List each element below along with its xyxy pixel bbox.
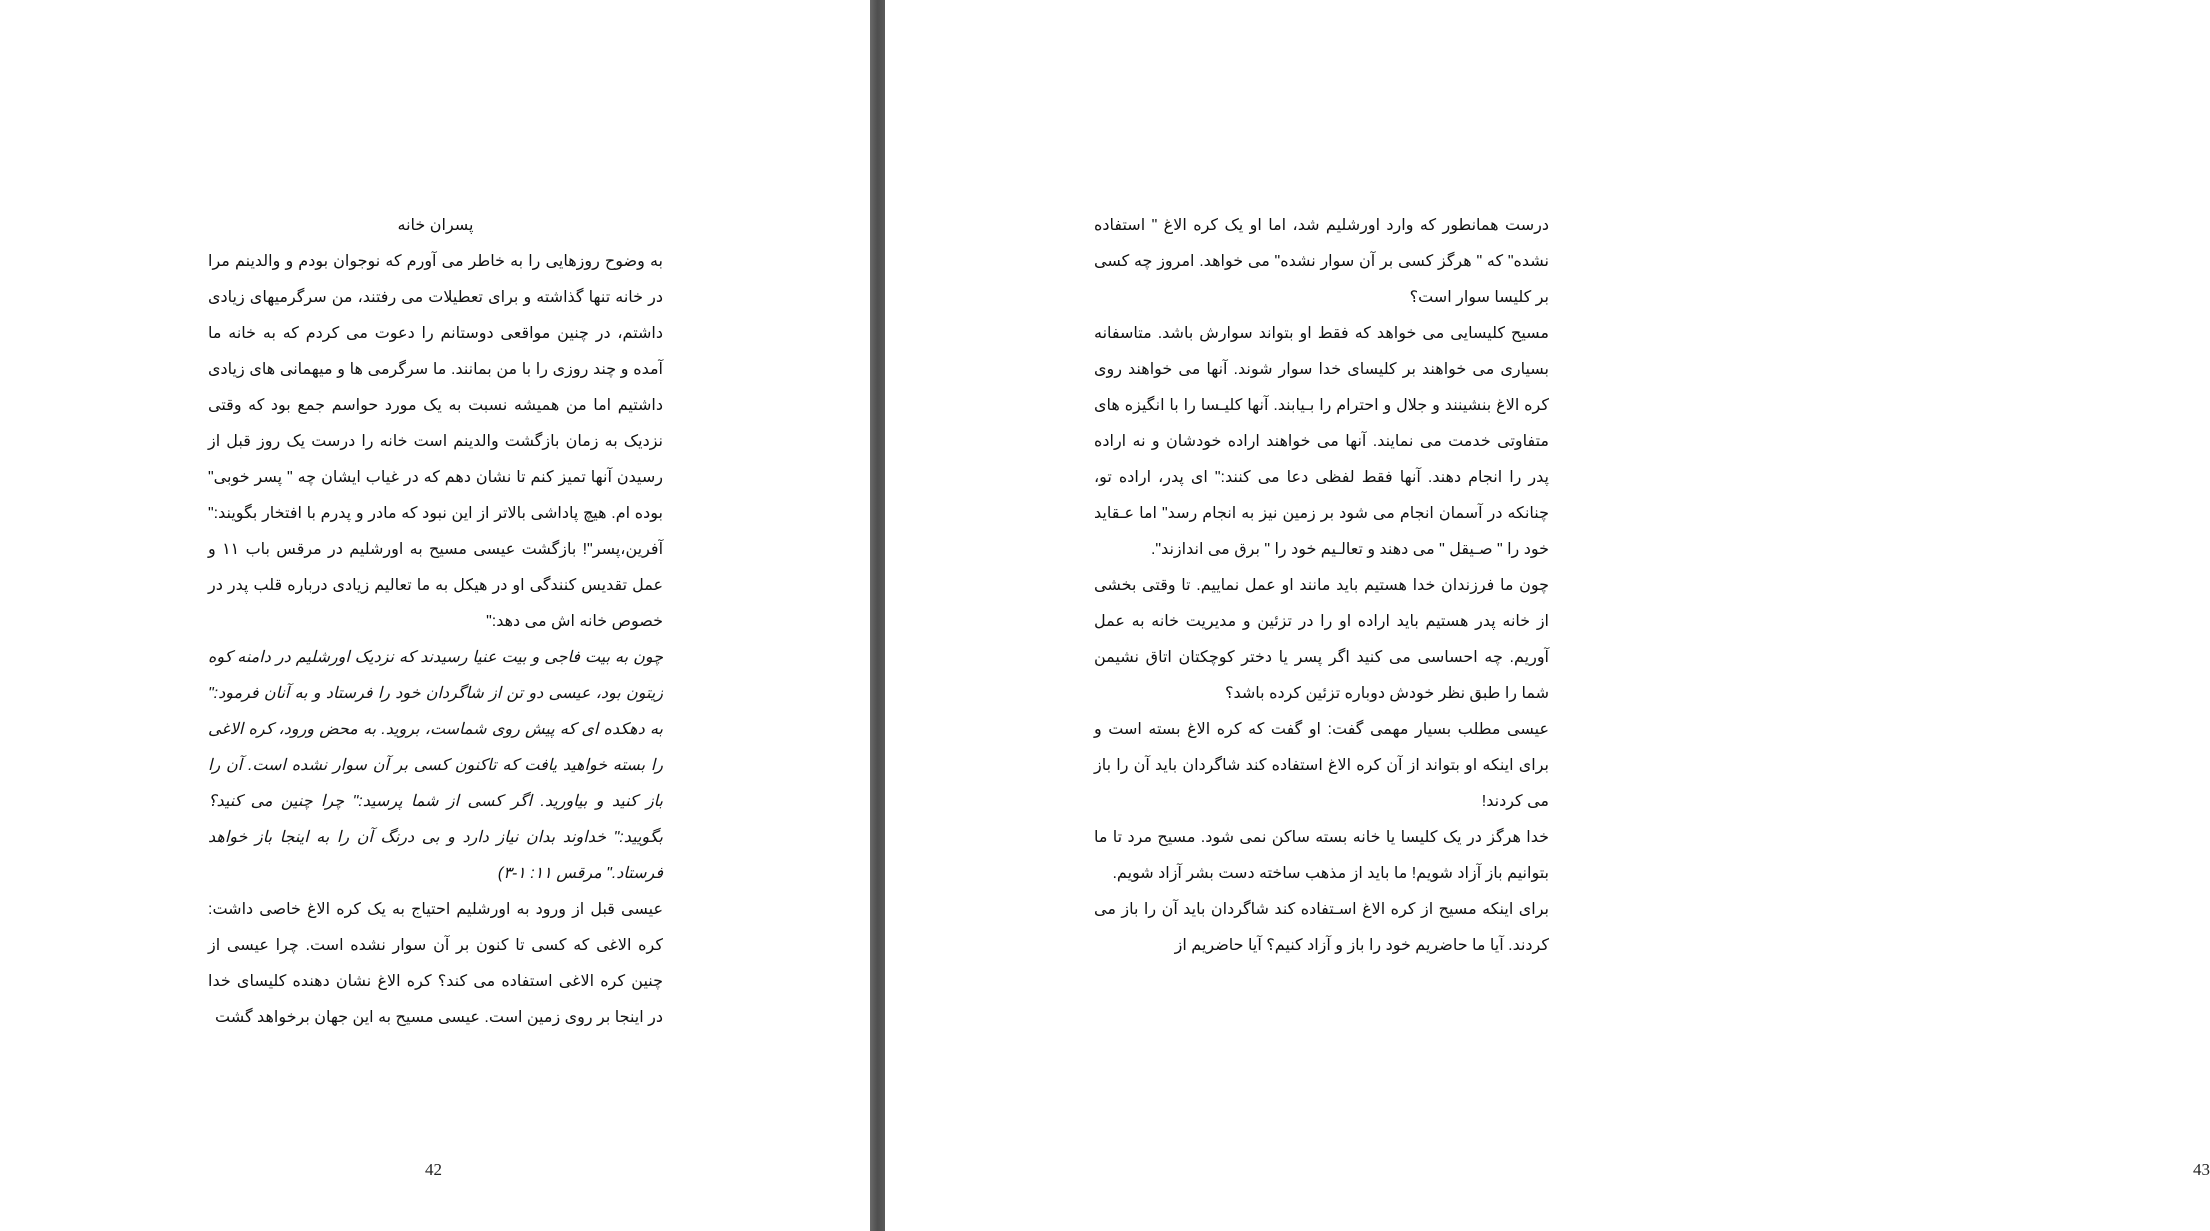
chapter-heading: پسران خانه [397,217,474,234]
page-number: 42 [425,1160,442,1179]
right-page-text [1094,208,1549,964]
scripture-quote: چون به بیت فاجی و بیت عنیا رسیدند که نزدیک اورشلیم در دامنه کوه زیتون بود، عیسی دو تن از شاگردان خود را فرستاد و به آنان فرمود:" به دهکده ای که پیش روی شماست، بروید. به محض ورود، کره الاغی را بسته خواهید یافت که تاکنون کسی بر آن سوار نشده است. آن را باز کنید و بیاورید. اگر کسی از شما پرسید:" چرا چنین می کنید؟ بگویید:" خداوند بدان نیاز دارد و بی درنگ آن را به اینجا باز خواهد فرستاد." مرقس ۱۱: ۱-۳) [208,649,663,882]
left-page-text [208,208,663,1036]
page-number: 43 [2193,1160,2210,1179]
book-gutter [870,0,885,1231]
paragraph: درست همانطور که وارد اورشلیم شد، اما او یک کره الاغ " استفاده نشده" که " هرگز کسی بر آن سوار نشده" می خواهد. امروز چه کسی بر کلیسا سوار است؟ [1094,217,1550,306]
paragraph: عیسی قبل از ورود به اورشلیم احتیاج به یک کره الاغ خاصی داشت: کره الاغی که کسی تا کنون بر آن سوار نشده است. چرا عیسی از چنین کره الاغی استفاده می کند؟ کره الاغ نشان دهنده کلیسای خدا در اینجا بر روی زمین است. عیسی مسیح به این جهان برخواهد گشت [208,901,663,1026]
paragraph: عیسی مطلب بسیار مهمی گفت: او گفت که کره الاغ بسته است و برای اینکه او بتواند از آن کره الاغ استفاده کند شاگردان باید آن را باز می کردند! [1094,721,1549,810]
paragraph: چون ما فرزندان خدا هستیم باید مانند او عمل نماییم. تا وقتی بخشی از خانه پدر هستیم باید اراده او را در تزئین و مدیریت خانه به عمل آوریم. چه احساسی می کنید اگر پسر یا دختر کوچکتان اتاق نشیمن شما را طبق نظر خودش دوباره تزئین کرده باشد؟ [1094,577,1549,702]
paragraph: برای اینکه مسیح از کره الاغ اسـتفاده کند شاگردان باید آن را باز می کردند. آیا ما حاضریم خود را باز و آزاد کنیم؟ آیا حاضریم از [1094,901,1549,954]
paragraph: خدا هرگز در یک کلیسا یا خانه بسته ساکن نمی شود. مسیح مرد تا ما بتوانیم باز آزاد شویم! ما باید از مذهب ساخته دست بشر آزاد شویم. [1094,829,1549,882]
paragraph: مسیح کلیسایی می خواهد که فقط او بتواند سوارش باشد. متاسفانه بسیاری می خواهند بر کلیسای خدا سوار شوند. آنها می خواهند روی کره الاغ بنشینند و جلال و احترام را بـیابند. آنها کلیـسا را با انگیزه های متفاوتی خدمت می نمایند. آنها می خواهند اراده خودشان و نه اراده پدر را انجام دهند. آنها فقط لفظی دعا می کنند:" ای پدر، اراده تو، چنانکه در آسمان انجام می شود بر زمین نیز به انجام رسد" اما عـقاید خود را " صـیقل " می دهند و تعالـیم خود را " برق می اندازند". [1094,325,1549,558]
paragraph: به وضوح روزهایی را به خاطر می آورم که نوجوان بودم و والدینم مرا در خانه تنها گذاشته و برای تعطیلات می رفتند، من سرگرمیهای زیادی داشتم، در چنین مواقعی دوستانم را دعوت می کردم که به خانه ما آمده و چند روزی را با من بمانند. ما سرگرمی ها و میهمانی های زیادی داشتیم اما من همیشه نسبت به یک مورد حواسم جمع بود که وقتی نزدیک به زمان بازگشت والدینم است خانه را درست یک روز قبل از رسیدن آنها تمیز کنم تا نشان دهم که در غیاب ایشان چه " پسر خوبی" بوده ام. هیچ پاداشی بالاتر از این نبود که مادر و پدرم با افتخار بگویند:" آفرین،پسر"! بازگشت عیسی مسیح به اورشلیم در مرقس باب ۱۱ و عمل تقدیس کنندگی او در هیکل به ما تعالیم زیادی درباره قلب پدر در خصوص خانه اش می دهد:" [208,253,664,630]
left-page [0,0,870,1231]
